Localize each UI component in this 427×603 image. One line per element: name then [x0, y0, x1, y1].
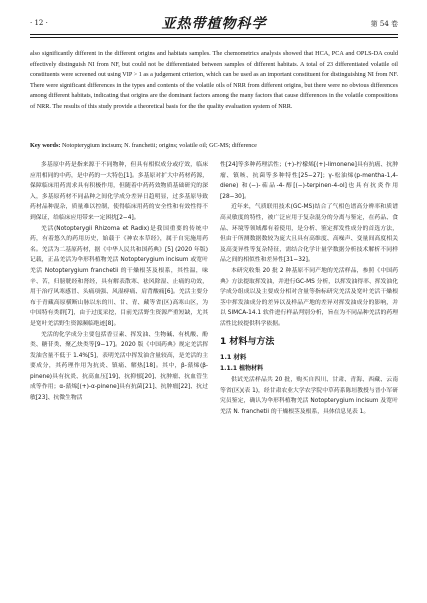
volume-label: 第 54 卷: [370, 20, 398, 28]
paragraph: 羌活(Notopterygii Rhizoma et Radix)是我国重要的传统中药，有着悠久的药用历史，始载于《神农本草经》，属于自宪施用药名。羌活为二基原药材，据《中华人民共和国药典》[5] (2020 年版)记载，正品羌活为伞形科植物羌活 Notopterygium incisum 或宽叶羌活 Notopterygium franchetii 的干燥根茎及根系，其性温，味辛、苦，归膀胱经和肾经，具有解表散寒、祛风除湿、止痛的功效，用于治疗风寒感冒、头痛项强、风湿痹痛、肩背酸痛[6]。羌活主要分布于青藏高原横断山脉以东的川、甘、青、藏等省(区)高寒山区，为中国特有类群[7]，由于过度采挖，目前羌活野生资源严重短缺，尤其是宽叶羌活野生资源濒临绝迹[8]。: [30, 225, 208, 327]
left-column: [30, 160, 208, 404]
paragraph: 性[24]等多种药理活性；(+)-柠檬烯[(+)-limonene]具有抗癌、抗肿瘤、镇咳、抗菌等多种特性[25−27]；γ-松油烯(p-mentha-1,4-diene) 和(−)-萜品-4-醇[(−)-terpinen-4-ol]也具有抗炎作用[28−30]。: [220, 162, 398, 200]
header-rule-thin: [30, 37, 398, 38]
paragraph: 供试羌活样品共 20 批，购买自四川、甘肃、青海、西藏、云南等省(区)(表 1)，经甘肃农业大学农学院中草药系陈垣教授与晋小军研究员鉴定，确认为伞形科植物羌活 Notopterygium incisum 及宽叶羌活 N. franchetii 的干燥根茎及根系，具体信息见表 1。: [220, 377, 398, 416]
abstract-text: also significantly different in the different origins and habitats samples. The chemometrics analysis showed that HCA, PCA and OPLS-DA could effectively distinguish NI from NF, but could not be differentiated between samples of different habitats. A total of 23 differentiated volatile oil constituents were screened out using VIP > 1 as a judgement criterion, which can be used as an important constituent for distinguishing NI from NF. There were significant differences in the types and contents of the volatile oils of NRR from different origins, but there were no obvious differences among different habitats, indicating that origins are the dominant factors among the many factors that cause differences in the volatile compositions of NRR. The results of this study provide a theoretical basis for the the quality evaluation system of NRR.: [30, 50, 398, 110]
section-heading: 1 材料与方法: [220, 336, 275, 347]
keywords: [30, 141, 398, 151]
paragraph: 多基原中药是指来源于不同物种，但具有相似成分或疗效，临床应用相同的中药，是中药的一大特色[1]。多基原对扩大中药材药源，保障临床用药需求具有积极作用，但随着中药药效物质基础研究的深入，多基原药材不同品种之间化学成分差异日趋明显，过多基原导致药材品种混杂，质量难以控制，使得临床用药的安全性和有效性得不到保证，给临床应用带来一定困扰[2−4]。: [30, 162, 208, 221]
journal-title: 亚热带植物科学: [161, 16, 267, 32]
keywords-label: Key words:: [30, 142, 61, 149]
page-number: · 12 ·: [30, 19, 48, 27]
paragraph: 羌活的化学成分主要包括香豆素、挥发油、生物碱、有机酸、酚类、糖苷类、聚乙炔类等[9−17]。2020 版《中国药典》规定羌活挥发油含量不低于 1.4%[5]，表明羌活中挥发油含量较高，是羌活的主要成分，其药理作用为抗炎、镇痛、解热[18]。其中，β-蒎烯(β-pinene)具有抗炎、抗高血压[19]、抗抑郁[20]、抗肿瘤、抗血管生成等作用；α-蒎烯[(+)-α-pinene]具有抗菌[21]、抗肿瘤[22]、抗过敏[23]、抗微生物活: [30, 331, 208, 402]
paragraph: 近年来，气质联用技术(GC-MS)结合了气相色谱高分辨率和质谱高灵敏度的特性，被广泛应用于复杂混分的分离与鉴定，在药品、食品、环境等领域都有着使用，是分析、鉴定挥发性成分的首选方法，但由于所测数据数较为庞大且具有高维度、高噪声、变量间高度相关及高变异性等复杂特征，需结合化学计量学数据分析技术解析不同样品之间的相似性和差异性[31−32]。: [220, 204, 398, 264]
page-header: [30, 12, 398, 34]
right-column: [220, 160, 398, 418]
subsection-heading: 1.1 材料: [220, 353, 247, 362]
subsubsection-heading: 1.1.1 植物材料: [220, 364, 264, 372]
keywords-text: Notopterygium incisum; N. franchetii; origins; volatile oil; GC-MS; difference: [61, 142, 257, 149]
header-rule-thick: [30, 34, 398, 35]
paragraph: 本研究收集 20 批 2 种基原不同产地的羌活样品，参照《中国药典》方法提取挥发油，并进行GC-MS 分析，以挥发油得率、挥发油化学成分组成以及主要成分相对含量等指标研究羌活及宽叶羌活干燥根茎中挥发油成分的差异以及样品产地的差异对挥发油成分的影响，并以 SIMCA-14.1 软件进行样品判别分析，旨在为不同品种羌活的药理活性比较提供科学依据。: [220, 267, 398, 327]
